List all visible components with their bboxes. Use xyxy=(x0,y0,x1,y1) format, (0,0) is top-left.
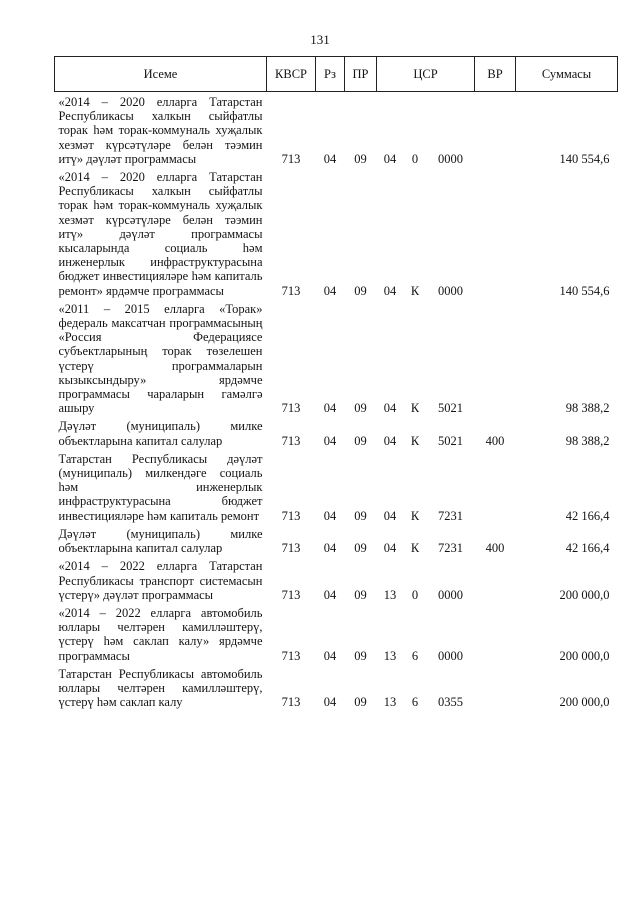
table-row xyxy=(55,419,618,451)
row-name: «2011 – 2015 елларга «Торак» федераль максатчан программасының «Россия Федерациясе субъектларының торак төзелешен үстерү программаларын кызыксындыру» ярдәмче программасы чараларын гамәлгә ашыру xyxy=(58,301,263,416)
row-sum: 200 000,0 xyxy=(559,587,610,602)
row-pr: 09 xyxy=(354,587,367,602)
table-row xyxy=(55,559,618,606)
header-rz: Рз xyxy=(316,57,345,92)
row-kvsr: 713 xyxy=(281,283,301,298)
row-kvsr: 713 xyxy=(281,587,301,602)
header-vr: ВР xyxy=(475,57,516,92)
row-rz: 04 xyxy=(323,508,337,523)
row-vr xyxy=(475,667,516,714)
row-sum: 42 166,4 xyxy=(565,508,610,523)
row-pr: 09 xyxy=(354,541,367,556)
row-csr-code: 7231 xyxy=(438,508,463,523)
row-vr xyxy=(475,606,516,667)
row-sum: 98 388,2 xyxy=(565,401,610,416)
row-name: Татарстан Республикасы дәүләт (муниципаль) милкендәге социаль һәм инженерлык инфраструктурасына бюджет инвестицияләре һәм капиталь ремонт xyxy=(58,451,263,523)
row-csr-subprogram: К xyxy=(410,401,420,416)
table-body xyxy=(55,92,618,714)
row-kvsr: 713 xyxy=(281,433,301,448)
row-rz: 04 xyxy=(323,648,337,663)
row-csr-code: 0000 xyxy=(438,587,463,602)
row-rz: 04 xyxy=(323,541,337,556)
row-csr-code: 0000 xyxy=(438,283,463,298)
row-csr-subprogram: 6 xyxy=(411,648,419,663)
table-row xyxy=(55,606,618,667)
table-row xyxy=(55,170,618,302)
row-sum: 200 000,0 xyxy=(559,695,610,710)
row-csr-subprogram: К xyxy=(410,433,420,448)
row-vr xyxy=(475,559,516,606)
row-csr-program: 13 xyxy=(383,648,397,663)
row-csr-subprogram: К xyxy=(410,541,420,556)
row-name: Татарстан Республикасы автомобиль юллары челтәрен камилләштерү, үстерү һәм саклап калу xyxy=(58,666,263,710)
row-vr xyxy=(475,452,516,527)
row-csr-subprogram: 0 xyxy=(411,587,419,602)
table-row xyxy=(55,527,618,559)
row-pr: 09 xyxy=(354,695,367,710)
row-name: «2014 – 2020 елларга Татарстан Республикасы халкын сыйфатлы торак һәм торак-коммуналь хуҗалык хезмәт күрсәтүләре белән тәэмин итү» дәүләт программасы xyxy=(58,95,263,166)
row-pr: 09 xyxy=(354,433,367,448)
row-csr-code: 0355 xyxy=(438,695,463,710)
row-sum: 98 388,2 xyxy=(565,433,610,448)
row-kvsr: 713 xyxy=(281,648,301,663)
row-vr xyxy=(475,92,516,171)
row-name: Дәүләт (муниципаль) милке объектларына капитал салулар xyxy=(58,526,263,556)
row-vr xyxy=(475,302,516,420)
row-pr: 09 xyxy=(354,283,367,298)
row-csr-program: 13 xyxy=(383,587,397,602)
row-kvsr: 713 xyxy=(281,508,301,523)
row-vr xyxy=(475,170,516,302)
row-sum: 140 554,6 xyxy=(559,283,610,298)
row-rz: 04 xyxy=(323,401,337,416)
row-kvsr: 713 xyxy=(281,541,301,556)
row-pr: 09 xyxy=(354,648,367,663)
row-pr: 09 xyxy=(354,401,367,416)
row-vr: 400 xyxy=(485,541,505,556)
row-csr-program: 04 xyxy=(383,151,397,166)
row-name: «2014 – 2022 елларга автомобиль юллары челтәрен камилләштерү, үстерү һәм саклап калу» ярдәмче программасы xyxy=(58,605,263,663)
row-kvsr: 713 xyxy=(281,695,301,710)
row-rz: 04 xyxy=(323,151,337,166)
page-number: 131 xyxy=(310,32,330,47)
header-sum: Суммасы xyxy=(516,57,618,92)
row-csr-program: 04 xyxy=(383,283,397,298)
table-row xyxy=(55,302,618,420)
row-rz: 04 xyxy=(323,433,337,448)
header-csr: ЦСР xyxy=(377,57,475,92)
row-csr-program: 04 xyxy=(383,433,397,448)
row-csr-subprogram: К xyxy=(410,508,420,523)
header-kvsr: КВСР xyxy=(267,57,316,92)
row-name: Дәүләт (муниципаль) милке объектларына капитал салулар xyxy=(58,419,263,448)
row-rz: 04 xyxy=(323,587,337,602)
row-csr-subprogram: 0 xyxy=(411,151,419,166)
table-row xyxy=(55,667,618,714)
row-vr: 400 xyxy=(485,433,505,448)
row-csr-subprogram: 6 xyxy=(411,695,419,710)
table-row xyxy=(55,452,618,527)
row-csr-program: 13 xyxy=(383,695,397,710)
row-csr-program: 04 xyxy=(383,401,397,416)
row-rz: 04 xyxy=(323,695,337,710)
row-sum: 42 166,4 xyxy=(565,541,610,556)
row-csr-code: 0000 xyxy=(438,648,463,663)
row-kvsr: 713 xyxy=(281,401,301,416)
row-name: «2014 – 2022 елларга Татарстан Республикасы транспорт системасын үстерү» дәүләт программасы xyxy=(58,559,263,602)
row-pr: 09 xyxy=(354,151,367,166)
budget-table xyxy=(54,56,618,713)
row-csr-program: 04 xyxy=(383,541,397,556)
header-name: Исеме xyxy=(55,57,267,92)
row-csr-code: 5021 xyxy=(438,401,463,416)
table-row xyxy=(55,92,618,171)
row-csr-program: 04 xyxy=(383,508,397,523)
row-pr: 09 xyxy=(354,508,367,523)
row-csr-subprogram: К xyxy=(410,283,420,298)
row-csr-code: 5021 xyxy=(438,433,463,448)
row-sum: 200 000,0 xyxy=(559,648,610,663)
row-csr-code: 0000 xyxy=(438,151,463,166)
row-name: «2014 – 2020 елларга Татарстан Республикасы халкын сыйфатлы торак һәм торак-коммуналь хуҗалык хезмәт күрсәтүләре белән тәэмин итү» дәүләт программасы кысаларында социаль һәм инженерлык инфраструктурасына бюджет инвестицияләре һәм капиталь ремонт» ярдәмче программасы xyxy=(58,170,263,298)
row-kvsr: 713 xyxy=(281,151,301,166)
header-pr: ПР xyxy=(345,57,377,92)
row-csr-code: 7231 xyxy=(438,541,463,556)
table-header xyxy=(55,57,618,92)
row-rz: 04 xyxy=(323,283,337,298)
row-sum: 140 554,6 xyxy=(559,151,610,166)
